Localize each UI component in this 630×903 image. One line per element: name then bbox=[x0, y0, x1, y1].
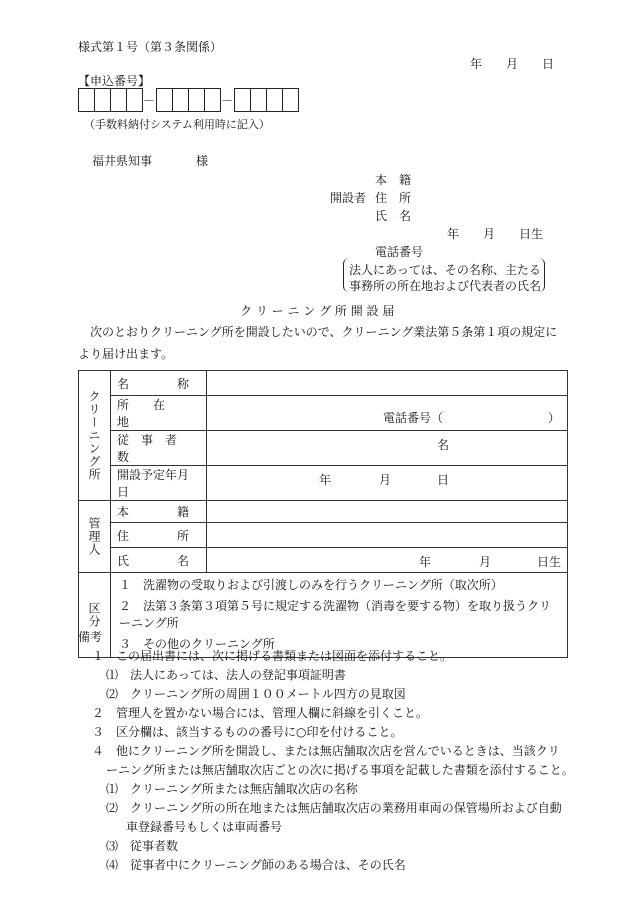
app-number-box[interactable] bbox=[188, 88, 205, 112]
manager-address-label: 住 所 bbox=[111, 523, 207, 548]
open-date-day: 日 bbox=[437, 473, 450, 487]
app-number-box[interactable] bbox=[172, 88, 189, 112]
manager-honseki-label: 本 籍 bbox=[111, 501, 207, 523]
date-day: 日 bbox=[542, 57, 555, 71]
note-item: ⑷ 従事者中にクリーニング師のある場合は、その氏名 bbox=[106, 858, 406, 872]
note-item: ２ 管理人を置かない場合には、管理人欄に斜線を引くこと。 bbox=[92, 706, 429, 720]
applicant-honseki: 本 籍 bbox=[375, 173, 412, 187]
note-item: ⑵ クリーニング所の所在地または無店舗取次店の業務用車両の保管場所および自動 bbox=[106, 801, 562, 815]
applicant-name: 氏 名 bbox=[375, 209, 412, 223]
birth-month: 月 bbox=[483, 227, 496, 241]
manager-name-field[interactable] bbox=[207, 548, 568, 573]
app-number-separator: － bbox=[220, 93, 233, 108]
staff-count-label: 従 事 者 数 bbox=[111, 431, 207, 466]
applicant-role: 開設者 bbox=[330, 191, 367, 205]
app-number-group-1[interactable] bbox=[78, 88, 142, 112]
body-text-line2: より届け出ます。 bbox=[78, 347, 174, 361]
app-number-box[interactable] bbox=[126, 88, 143, 112]
birth-day: 日生 bbox=[519, 227, 544, 241]
notes-section bbox=[78, 628, 578, 875]
category-option-1[interactable]: １ 洗濯物の受取りおよび引渡しのみを行うクリーニング所（取次所） bbox=[119, 578, 503, 592]
addressee-suffix: 様 bbox=[196, 154, 209, 168]
shop-name-field[interactable] bbox=[207, 371, 568, 396]
app-number-separator: － bbox=[142, 93, 155, 108]
shop-name-label: 名 称 bbox=[111, 371, 207, 396]
note-item: ⑵ クリーニング所の周囲１００メートル四方の見取図 bbox=[106, 687, 406, 701]
app-number-box[interactable] bbox=[266, 88, 283, 112]
manager-birth-month: 月 bbox=[479, 555, 492, 569]
staff-count-field[interactable] bbox=[207, 431, 568, 466]
note-item: １ この届出書には、次に掲げる書類または図面を添付すること。 bbox=[92, 649, 453, 663]
app-number-box[interactable] bbox=[156, 88, 173, 112]
app-number-box[interactable] bbox=[94, 88, 111, 112]
date-year: 年 bbox=[470, 57, 483, 71]
note-item: ーニング所または無店舗取次店ごとの次に掲げる事項を記載した書類を添付すること。 bbox=[106, 763, 574, 777]
app-number-box[interactable] bbox=[204, 88, 221, 112]
manager-address-field[interactable] bbox=[207, 523, 568, 548]
app-number-group-2[interactable] bbox=[156, 88, 220, 112]
open-date-label: 開設予定年月日 bbox=[111, 466, 207, 501]
shop-header: クリーニング所 bbox=[79, 371, 111, 501]
open-date-month: 月 bbox=[379, 473, 392, 487]
addressee-name: 福井県知事 bbox=[92, 154, 153, 168]
application-number-boxes[interactable] bbox=[78, 88, 298, 112]
note-item: 車登録番号もしくは車両番号 bbox=[126, 820, 283, 834]
shop-phone-label: 電話番号（ bbox=[383, 411, 444, 425]
note-item: ４ 他にクリーニング所を開設し、または無店舗取次店を営んでいるときは、当該クリ bbox=[92, 744, 560, 758]
application-number-label: 【申込番号】 bbox=[78, 74, 151, 88]
category-option-2[interactable]: ２ 法第３条第３項第５号に規定する洗濯物（消毒を要する物）を取り扱うクリーニング所 bbox=[119, 599, 552, 630]
app-number-box[interactable] bbox=[250, 88, 267, 112]
note-item: ⑶ 従事者数 bbox=[106, 839, 179, 853]
document-title: ク リ ー ニ ン グ 所 開 設 届 bbox=[240, 304, 395, 318]
note-item: ⑴ クリーニング所または無店舗取次店の名称 bbox=[106, 782, 358, 796]
applicant-address: 住 所 bbox=[375, 191, 412, 205]
manager-honseki-field[interactable] bbox=[207, 501, 568, 523]
applicant-phone: 電話番号 bbox=[375, 245, 424, 259]
birth-year: 年 bbox=[447, 227, 460, 241]
corp-note-line2: 事務所の所在地および代表者の氏名 bbox=[349, 279, 542, 293]
date-month: 月 bbox=[506, 57, 519, 71]
category-option-3[interactable]: ３ その他のクリーニング所 bbox=[119, 637, 275, 651]
open-date-year: 年 bbox=[319, 473, 332, 487]
application-table bbox=[78, 370, 568, 658]
body-text-line1: 次のとおりクリーニング所を開設したいので、クリーニング業法第５条第１項の規定に bbox=[78, 325, 558, 339]
app-number-box[interactable] bbox=[234, 88, 251, 112]
app-number-box[interactable] bbox=[110, 88, 127, 112]
note-item: ⑴ 法人にあっては、法人の登記事項証明書 bbox=[106, 668, 346, 682]
notes-title: 備考 bbox=[78, 630, 103, 644]
app-number-box[interactable] bbox=[78, 88, 95, 112]
manager-birth-day: 日生 bbox=[537, 555, 562, 569]
app-number-box[interactable] bbox=[282, 88, 299, 112]
manager-birth-year: 年 bbox=[419, 555, 432, 569]
app-number-group-3[interactable] bbox=[234, 88, 298, 112]
category-header: 区分 bbox=[79, 573, 111, 658]
shop-address-field[interactable] bbox=[207, 396, 568, 431]
shop-phone-close: ） bbox=[548, 411, 561, 425]
corp-note-line1: 法人にあっては、その名称、主たる bbox=[349, 263, 541, 277]
open-date-field[interactable] bbox=[207, 466, 568, 501]
manager-name-label: 氏 名 bbox=[111, 548, 207, 573]
staff-count-unit: 名 bbox=[437, 438, 450, 452]
manager-header: 管理人 bbox=[79, 501, 111, 573]
shop-address-label: 所 在 地 bbox=[111, 396, 207, 431]
form-title: 様式第１号（第３条関係） bbox=[78, 40, 223, 54]
application-number-note: （手数料納付システム利用時に記入） bbox=[84, 118, 270, 131]
note-item: ３ 区分欄は、該当するものの番号に○印を付けること。 bbox=[92, 725, 403, 739]
